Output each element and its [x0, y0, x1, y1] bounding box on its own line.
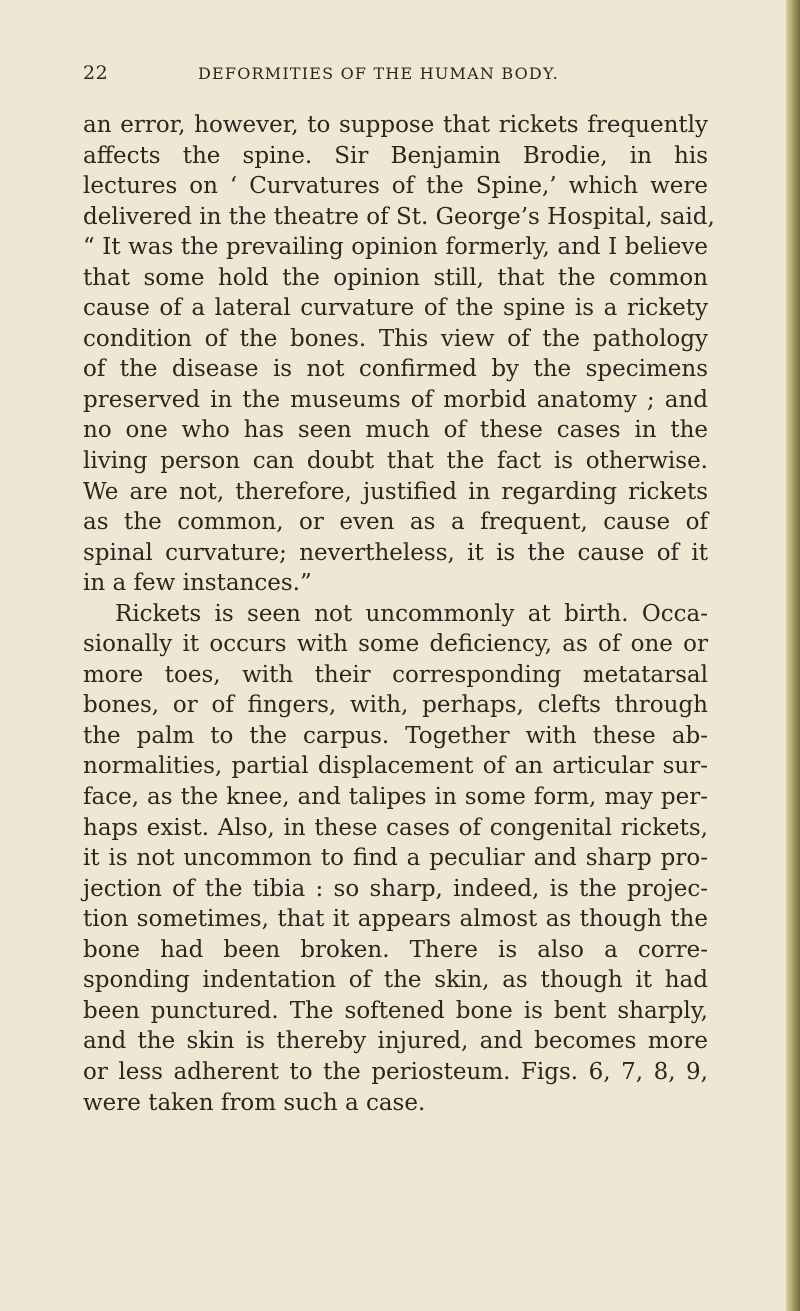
text-line: it is not uncommon to find a peculiar and sharp pro-: [83, 845, 708, 872]
text-line: sponding indentation of the skin, as though it had: [83, 967, 708, 994]
text-line: more toes, with their corresponding metatarsal: [83, 661, 708, 688]
text-line: haps exist. Also, in these cases of congenital rickets,: [83, 814, 708, 841]
text-line: that some hold the opinion still, that the common: [83, 264, 708, 291]
page-edge-shadow: [786, 0, 800, 1311]
text-line: of the disease is not confirmed by the specimens: [83, 356, 708, 383]
text-line: were taken from such a case.: [83, 1089, 426, 1116]
text-line: “ It was the prevailing opinion formerly, and I believe: [83, 234, 708, 261]
text-line: jection of the tibia : so sharp, indeed, is the projec-: [83, 875, 708, 902]
text-line: and the skin is thereby injured, and becomes more: [83, 1028, 708, 1055]
text-line: or less adherent to the periosteum. Figs. 6, 7, 8, 9,: [83, 1058, 708, 1085]
page-header: [83, 62, 723, 88]
text-line: in a few instances.”: [83, 570, 312, 597]
text-line: preserved in the museums of morbid anatomy ; and: [83, 386, 708, 413]
text-line: condition of the bones. This view of the pathology: [83, 325, 708, 352]
text-line: bones, or of fingers, with, perhaps, clefts through: [83, 692, 708, 719]
page-number: 22: [83, 62, 109, 84]
running-title: DEFORMITIES OF THE HUMAN BODY.: [198, 64, 559, 83]
body-text: [83, 110, 715, 1118]
text-line: We are not, therefore, justified in regarding rickets: [83, 478, 708, 505]
text-line: sionally it occurs with some deficiency, as of one or: [83, 631, 708, 658]
text-line: as the common, or even as a frequent, cause of: [83, 509, 708, 536]
text-line: delivered in the theatre of St. George’s Hospital, said,: [83, 203, 715, 230]
text-line: no one who has seen much of these cases in the: [83, 417, 708, 444]
paragraph-start-line: Rickets is seen not uncommonly at birth. Occa-: [115, 600, 708, 627]
text-line: living person can doubt that the fact is otherwise.: [83, 448, 708, 475]
text-line: normalities, partial displacement of an articular sur-: [83, 753, 708, 780]
text-line: lectures on ‘ Curvatures of the Spine,’ which were: [83, 173, 708, 200]
text-line: tion sometimes, that it appears almost as though the: [83, 906, 708, 933]
text-line: spinal curvature; nevertheless, it is the cause of it: [83, 539, 708, 566]
text-line: face, as the knee, and talipes in some form, may per-: [83, 784, 708, 811]
text-line: bone had been broken. There is also a corre-: [83, 936, 708, 963]
text-line: cause of a lateral curvature of the spine is a rickety: [83, 295, 708, 322]
text-line: affects the spine. Sir Benjamin Brodie, in his: [83, 142, 708, 169]
text-line: been punctured. The softened bone is bent sharply,: [83, 997, 708, 1024]
text-line: an error, however, to suppose that rickets frequently: [83, 112, 708, 138]
text-line: the palm to the carpus. Together with these ab-: [83, 722, 708, 749]
